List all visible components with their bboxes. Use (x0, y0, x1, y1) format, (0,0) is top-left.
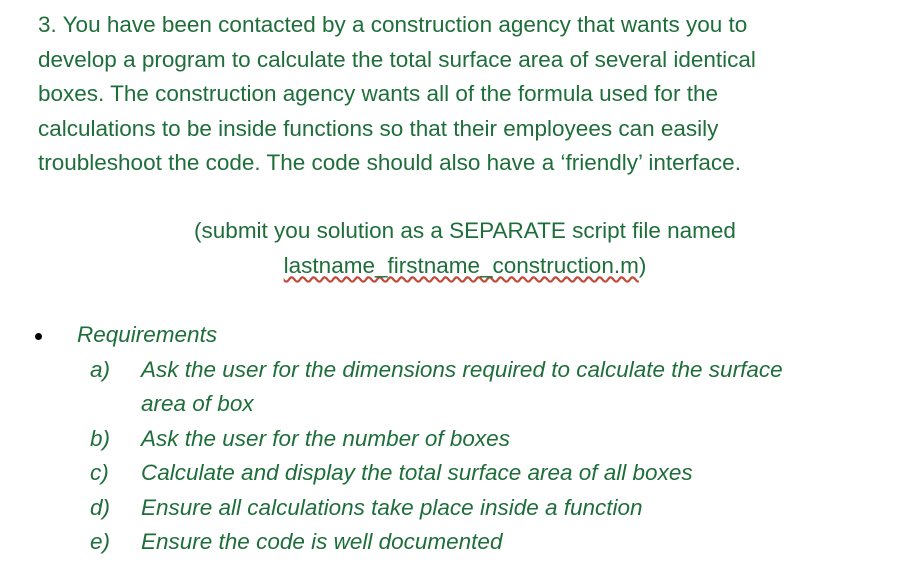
submit-line: (submit you solution as a SEPARATE script file named (194, 218, 736, 243)
list-item-line: Ask the user for the dimensions required to calculate the surface (141, 356, 783, 382)
problem-line: boxes. The construction agency wants all of the formula used for the (38, 81, 718, 106)
list-item-text (141, 353, 900, 422)
list-item-letter: c) (90, 460, 109, 485)
list-item-line: Calculate and display the total surface area of all boxes (141, 460, 693, 485)
list-item-line: Ensure all calculations take place inside a function (141, 494, 643, 520)
requirements-list (30, 353, 900, 560)
list-item-text (141, 456, 900, 491)
list-item-letter: a) (90, 356, 111, 382)
submit-filename-line (0, 249, 913, 284)
list-item-text (141, 422, 900, 457)
requirements-heading-row (30, 318, 900, 353)
problem-statement (38, 8, 898, 181)
list-item (30, 525, 900, 560)
list-item-text (141, 491, 900, 526)
submission-instructions (0, 214, 913, 283)
list-item (30, 456, 900, 491)
list-item-letter: d) (90, 494, 111, 520)
bullet-icon (35, 333, 42, 340)
list-item-line: Ensure the code is well documented (141, 529, 503, 554)
problem-line: 3. You have been contacted by a construction agency that wants you to (38, 12, 748, 37)
submit-filename: lastname_firstname_construction.m (283, 252, 639, 278)
list-item-text (141, 525, 900, 560)
list-item (30, 353, 900, 422)
list-item-line: Ask the user for the number of boxes (141, 425, 510, 451)
requirements-section (30, 318, 900, 560)
list-item-letter: e) (90, 529, 111, 554)
list-item (30, 422, 900, 457)
problem-line: calculations to be inside functions so that their employees can easily (38, 115, 719, 141)
list-item-line: area of box (141, 391, 254, 416)
requirements-title: Requirements (77, 322, 218, 347)
list-item (30, 491, 900, 526)
list-item-letter: b) (90, 425, 111, 451)
submit-closing-paren: ) (638, 252, 647, 278)
problem-line: troubleshoot the code. The code should also have a ‘friendly’ interface. (38, 150, 741, 175)
problem-line: develop a program to calculate the total surface area of several identical (38, 46, 756, 72)
